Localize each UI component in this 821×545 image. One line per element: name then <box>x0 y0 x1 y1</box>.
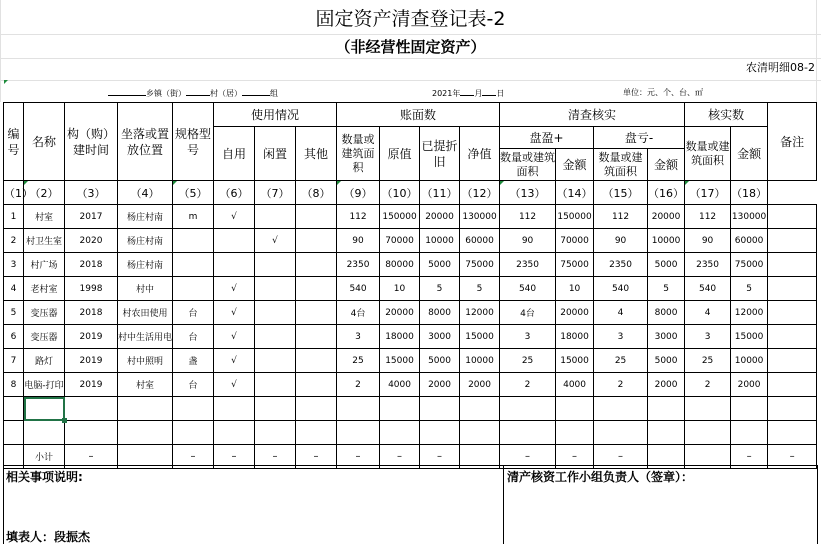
date-year: 2021年 <box>432 89 461 98</box>
surplus-amt-cell[interactable]: 150000 <box>556 205 594 229</box>
subtotal-label: 小计 <box>24 445 65 469</box>
loss-amt-cell[interactable]: 20000 <box>648 205 685 229</box>
book-dep-cell[interactable]: 5000 <box>420 349 460 373</box>
book-dep-cell[interactable]: 10000 <box>420 229 460 253</box>
usage-self-cell[interactable] <box>214 229 255 253</box>
spec-cell[interactable] <box>173 229 214 253</box>
table-row <box>4 229 817 253</box>
build-time-cell[interactable]: 2018 <box>65 253 118 277</box>
book-net-cell[interactable]: 15000 <box>460 325 500 349</box>
row-no-cell[interactable]: 2 <box>4 229 24 253</box>
loss-amt-cell[interactable]: 8000 <box>648 301 685 325</box>
header-usage-idle: 闲置 <box>255 127 296 181</box>
empty-cell[interactable] <box>337 397 380 421</box>
blank-underline <box>482 86 496 96</box>
table-row <box>4 325 817 349</box>
loss-qty-cell[interactable]: 112 <box>594 205 648 229</box>
header-book-net: 净值 <box>460 127 500 181</box>
usage-idle-cell[interactable] <box>255 373 296 397</box>
spec-cell[interactable] <box>173 253 214 277</box>
empty-cell[interactable] <box>460 397 500 421</box>
build-time-cell[interactable]: 2020 <box>65 229 118 253</box>
usage-idle-cell[interactable] <box>255 349 296 373</box>
header-surplus-amt: 金额 <box>556 149 594 181</box>
header-usage-other: 其他 <box>296 127 337 181</box>
usage-idle-cell[interactable] <box>255 277 296 301</box>
book-qty-cell[interactable]: 3 <box>337 325 380 349</box>
book-net-cell[interactable]: 2000 <box>460 373 500 397</box>
subtotal-dash: – <box>173 445 214 469</box>
usage-self-cell[interactable]: √ <box>214 349 255 373</box>
usage-other-cell[interactable] <box>296 325 337 349</box>
surplus-qty-cell[interactable]: 25 <box>500 349 556 373</box>
remark-cell[interactable] <box>768 229 817 253</box>
location-cell[interactable]: 村农田使用 <box>118 301 173 325</box>
loss-amt-cell[interactable]: 5 <box>648 277 685 301</box>
header-book-qty: 数量或建筑面积 <box>337 127 380 181</box>
header-location: 坐落或置放位置 <box>118 103 173 181</box>
asset-name-cell[interactable]: 电脑-打印 <box>24 373 65 397</box>
verified-qty-cell[interactable]: 90 <box>685 229 731 253</box>
surplus-amt-cell[interactable]: 4000 <box>556 373 594 397</box>
empty-cell[interactable] <box>380 397 420 421</box>
verified-qty-cell[interactable]: 112 <box>685 205 731 229</box>
verified-qty-cell[interactable]: 2 <box>685 373 731 397</box>
info-date <box>432 86 504 100</box>
column-number-row <box>4 181 817 205</box>
column-number: （2） <box>24 181 65 205</box>
header-check: 清查核实 <box>500 103 685 127</box>
blank-underline <box>460 86 474 96</box>
book-dep-cell[interactable]: 8000 <box>420 301 460 325</box>
blank-underline <box>186 86 210 96</box>
verified-amt-cell[interactable]: 15000 <box>731 325 768 349</box>
loss-amt-cell[interactable]: 10000 <box>648 229 685 253</box>
subtotal-dash: – <box>420 445 460 469</box>
page-title: 固定资产清查登记表-2 <box>315 8 506 30</box>
header-book-orig: 原值 <box>380 127 420 181</box>
book-net-cell[interactable]: 10000 <box>460 349 500 373</box>
loss-qty-cell[interactable]: 90 <box>594 229 648 253</box>
build-time-cell[interactable]: 1998 <box>65 277 118 301</box>
location-cell[interactable]: 杨庄村南 <box>118 229 173 253</box>
table-row <box>4 301 817 325</box>
row-no-cell[interactable]: 8 <box>4 373 24 397</box>
empty-cell[interactable] <box>685 421 731 445</box>
page-subtitle: （非经营性固定资产） <box>335 38 486 56</box>
asset-table <box>3 102 817 469</box>
loss-amt-cell[interactable]: 5000 <box>648 253 685 277</box>
loss-amt-cell[interactable]: 5000 <box>648 349 685 373</box>
column-number: （14） <box>556 181 594 205</box>
leader-label: 清产核资工作小组负责人（签章）： <box>507 470 694 484</box>
book-dep-cell[interactable]: 20000 <box>420 205 460 229</box>
table-row <box>4 277 817 301</box>
spec-cell[interactable]: 台 <box>173 301 214 325</box>
book-orig-cell[interactable]: 150000 <box>380 205 420 229</box>
header-remark: 备注 <box>768 103 817 181</box>
column-number: （3） <box>65 181 118 205</box>
column-number: （7） <box>255 181 296 205</box>
village-label: 村（居） <box>210 89 242 98</box>
location-cell[interactable]: 村室 <box>118 373 173 397</box>
header-verified-qty: 数量或建筑面积 <box>685 127 731 181</box>
empty-cell[interactable] <box>24 421 65 445</box>
header-verified: 核实数 <box>685 103 768 127</box>
spec-cell[interactable]: 台 <box>173 325 214 349</box>
table-row <box>4 349 817 373</box>
empty-row <box>4 421 817 445</box>
remark-cell[interactable] <box>768 253 817 277</box>
group-label: 组 <box>270 89 278 98</box>
info-town <box>108 86 278 100</box>
book-dep-cell[interactable]: 5000 <box>420 253 460 277</box>
usage-self-cell[interactable] <box>214 253 255 277</box>
spec-cell[interactable]: 盏 <box>173 349 214 373</box>
surplus-amt-cell[interactable]: 75000 <box>556 253 594 277</box>
book-orig-cell[interactable]: 80000 <box>380 253 420 277</box>
usage-other-cell[interactable] <box>296 373 337 397</box>
selected-cell[interactable] <box>24 397 65 421</box>
build-time-cell[interactable]: 2019 <box>65 373 118 397</box>
empty-cell[interactable] <box>65 397 118 421</box>
surplus-qty-cell[interactable]: 2350 <box>500 253 556 277</box>
surplus-qty-cell[interactable]: 4台 <box>500 301 556 325</box>
book-qty-cell[interactable]: 540 <box>337 277 380 301</box>
surplus-qty-cell[interactable]: 2 <box>500 373 556 397</box>
column-number: （5） <box>173 181 214 205</box>
spec-cell[interactable]: 台 <box>173 373 214 397</box>
header-no: 编号 <box>4 103 24 181</box>
empty-cell[interactable] <box>768 397 817 421</box>
surplus-amt-cell[interactable]: 15000 <box>556 349 594 373</box>
row-no-cell[interactable]: 6 <box>4 325 24 349</box>
loss-amt-cell[interactable]: 3000 <box>648 325 685 349</box>
table-row <box>4 205 817 229</box>
remark-cell[interactable] <box>768 301 817 325</box>
surplus-qty-cell[interactable]: 112 <box>500 205 556 229</box>
book-net-cell[interactable]: 60000 <box>460 229 500 253</box>
verified-qty-cell[interactable]: 2350 <box>685 253 731 277</box>
book-orig-cell[interactable]: 18000 <box>380 325 420 349</box>
verified-amt-cell[interactable]: 12000 <box>731 301 768 325</box>
empty-cell[interactable] <box>380 421 420 445</box>
book-net-cell[interactable]: 12000 <box>460 301 500 325</box>
unit-label: 单位：元、个、台、㎡ <box>623 88 703 97</box>
empty-cell[interactable] <box>173 397 214 421</box>
column-number: （1） <box>4 181 24 205</box>
asset-name-cell[interactable]: 老村室 <box>24 277 65 301</box>
asset-name-cell[interactable]: 变压器 <box>24 301 65 325</box>
empty-cell[interactable] <box>296 421 337 445</box>
book-net-cell[interactable]: 5 <box>460 277 500 301</box>
empty-row <box>4 397 817 421</box>
header-spec: 规格型号 <box>173 103 214 181</box>
location-cell[interactable]: 杨庄村南 <box>118 253 173 277</box>
empty-cell[interactable] <box>556 421 594 445</box>
usage-other-cell[interactable] <box>296 253 337 277</box>
column-number: （10） <box>380 181 420 205</box>
book-qty-cell[interactable]: 112 <box>337 205 380 229</box>
usage-self-cell[interactable]: √ <box>214 325 255 349</box>
verified-qty-cell[interactable]: 540 <box>685 277 731 301</box>
verified-amt-cell[interactable]: 10000 <box>731 349 768 373</box>
footer-area <box>3 465 818 544</box>
row-no-cell[interactable]: 3 <box>4 253 24 277</box>
build-time-cell[interactable]: 2019 <box>65 325 118 349</box>
usage-idle-cell[interactable] <box>255 301 296 325</box>
header-build-time: 构（购）建时间 <box>65 103 118 181</box>
row-no-cell[interactable]: 4 <box>4 277 24 301</box>
notes-label: 相关事项说明: <box>6 470 83 484</box>
usage-idle-cell[interactable] <box>255 253 296 277</box>
empty-cell[interactable] <box>118 397 173 421</box>
subtotal-dash: – <box>731 445 768 469</box>
loss-qty-cell[interactable]: 4 <box>594 301 648 325</box>
verified-amt-cell[interactable]: 2000 <box>731 373 768 397</box>
asset-name-cell[interactable]: 村广场 <box>24 253 65 277</box>
empty-cell[interactable] <box>296 397 337 421</box>
usage-other-cell[interactable] <box>296 229 337 253</box>
empty-cell[interactable] <box>214 397 255 421</box>
loss-qty-cell[interactable]: 2 <box>594 373 648 397</box>
table-row <box>4 253 817 277</box>
usage-other-cell[interactable] <box>296 277 337 301</box>
subtotal-dash: – <box>380 445 420 469</box>
verified-amt-cell[interactable]: 130000 <box>731 205 768 229</box>
usage-self-cell[interactable]: √ <box>214 301 255 325</box>
row-no-cell[interactable]: 7 <box>4 349 24 373</box>
usage-idle-cell[interactable] <box>255 325 296 349</box>
subtotal-dash: – <box>594 445 648 469</box>
subtotal-dash: – <box>255 445 296 469</box>
header-loss-amt: 金额 <box>648 149 685 181</box>
book-net-cell[interactable]: 75000 <box>460 253 500 277</box>
empty-cell[interactable] <box>420 421 460 445</box>
header-surplus: 盘盈+ <box>500 127 594 149</box>
header-loss: 盘亏- <box>594 127 685 149</box>
asset-name-cell[interactable]: 村卫生室 <box>24 229 65 253</box>
empty-cell[interactable] <box>255 421 296 445</box>
location-cell[interactable]: 村中照明 <box>118 349 173 373</box>
date-month: 月 <box>474 89 483 98</box>
blank-underline <box>242 86 270 96</box>
build-time-cell[interactable]: 2018 <box>65 301 118 325</box>
empty-cell[interactable] <box>460 421 500 445</box>
cell-marker <box>173 181 177 185</box>
loss-amt-cell[interactable]: 2000 <box>648 373 685 397</box>
subtotal-dash: – <box>556 445 594 469</box>
verified-amt-cell[interactable]: 75000 <box>731 253 768 277</box>
empty-cell[interactable] <box>118 421 173 445</box>
filler-label: 填表人：段振杰 <box>6 530 91 544</box>
remark-cell[interactable] <box>768 325 817 349</box>
spec-cell[interactable] <box>173 277 214 301</box>
subtotal-dash: – <box>65 445 118 469</box>
empty-cell[interactable] <box>337 421 380 445</box>
header-book-dep: 已提折旧 <box>420 127 460 181</box>
asset-name-cell[interactable]: 变压器 <box>24 325 65 349</box>
verified-amt-cell[interactable]: 60000 <box>731 229 768 253</box>
verified-qty-cell[interactable]: 4 <box>685 301 731 325</box>
gridline <box>0 34 821 35</box>
column-number: （8） <box>296 181 337 205</box>
location-cell[interactable]: 村中 <box>118 277 173 301</box>
loss-qty-cell[interactable]: 540 <box>594 277 648 301</box>
remark-cell[interactable] <box>768 373 817 397</box>
row-no-cell[interactable]: 5 <box>4 301 24 325</box>
gridline <box>0 80 821 81</box>
book-orig-cell[interactable]: 70000 <box>380 229 420 253</box>
book-qty-cell[interactable]: 2 <box>337 373 380 397</box>
book-orig-cell[interactable]: 10 <box>380 277 420 301</box>
row-no-cell[interactable]: 1 <box>4 205 24 229</box>
header-name: 名称 <box>24 103 65 181</box>
empty-cell[interactable] <box>594 421 648 445</box>
empty-cell[interactable] <box>648 397 685 421</box>
column-number: （6） <box>214 181 255 205</box>
surplus-amt-cell[interactable]: 70000 <box>556 229 594 253</box>
usage-self-cell[interactable]: √ <box>214 373 255 397</box>
town-label: 乡镇（街） <box>146 89 186 98</box>
column-number: （18） <box>731 181 768 205</box>
header-verified-amt: 金额 <box>731 127 768 181</box>
build-time-cell[interactable]: 2017 <box>65 205 118 229</box>
book-dep-cell[interactable]: 2000 <box>420 373 460 397</box>
subtotal-dash: – <box>296 445 337 469</box>
spacer-cell <box>768 181 817 205</box>
form-code: 农清明细08-2 <box>746 61 815 74</box>
usage-other-cell[interactable] <box>296 301 337 325</box>
empty-cell[interactable] <box>420 397 460 421</box>
cell-marker <box>24 181 28 185</box>
header-usage: 使用情况 <box>214 103 337 127</box>
column-number: （16） <box>648 181 685 205</box>
header-loss-qty: 数量或建筑面积 <box>594 149 648 181</box>
empty-cell[interactable] <box>685 397 731 421</box>
remark-cell[interactable] <box>768 205 817 229</box>
cell-marker <box>500 181 504 185</box>
book-dep-cell[interactable]: 3000 <box>420 325 460 349</box>
remark-cell[interactable] <box>768 277 817 301</box>
usage-other-cell[interactable] <box>296 205 337 229</box>
empty-cell[interactable] <box>65 421 118 445</box>
loss-qty-cell[interactable]: 3 <box>594 325 648 349</box>
book-dep-cell[interactable]: 5 <box>420 277 460 301</box>
usage-idle-cell[interactable]: √ <box>255 229 296 253</box>
empty-cell[interactable] <box>648 421 685 445</box>
cell-marker <box>4 80 8 84</box>
cell-marker <box>337 181 341 185</box>
empty-cell[interactable] <box>4 397 24 421</box>
surplus-qty-cell[interactable]: 540 <box>500 277 556 301</box>
empty-cell[interactable] <box>768 421 817 445</box>
empty-cell[interactable] <box>214 421 255 445</box>
surplus-amt-cell[interactable]: 10 <box>556 277 594 301</box>
book-qty-cell[interactable]: 2350 <box>337 253 380 277</box>
subtotal-dash: – <box>500 445 556 469</box>
column-number: （15） <box>594 181 648 205</box>
empty-cell[interactable] <box>556 397 594 421</box>
column-number: （12） <box>460 181 500 205</box>
verified-amt-cell[interactable]: 5 <box>731 277 768 301</box>
surplus-amt-cell[interactable]: 20000 <box>556 301 594 325</box>
empty-cell[interactable] <box>500 397 556 421</box>
surplus-amt-cell[interactable]: 18000 <box>556 325 594 349</box>
verified-qty-cell[interactable]: 3 <box>685 325 731 349</box>
empty-cell[interactable] <box>500 421 556 445</box>
empty-cell[interactable] <box>594 397 648 421</box>
verified-qty-cell[interactable]: 25 <box>685 349 731 373</box>
date-day: 日 <box>496 89 505 98</box>
book-orig-cell[interactable]: 4000 <box>380 373 420 397</box>
location-cell[interactable]: 村中生活用电 <box>118 325 173 349</box>
book-qty-cell[interactable]: 25 <box>337 349 380 373</box>
blank-underline <box>108 86 146 96</box>
usage-idle-cell[interactable] <box>255 205 296 229</box>
asset-name-cell[interactable]: 村室 <box>24 205 65 229</box>
empty-cell[interactable] <box>4 421 24 445</box>
gridline <box>0 58 821 59</box>
column-number: （11） <box>420 181 460 205</box>
header-surplus-qty: 数量或建筑面积 <box>500 149 556 181</box>
column-number: （17） <box>685 181 731 205</box>
loss-qty-cell[interactable]: 25 <box>594 349 648 373</box>
remark-cell[interactable] <box>768 349 817 373</box>
book-qty-cell[interactable]: 4台 <box>337 301 380 325</box>
surplus-qty-cell[interactable]: 3 <box>500 325 556 349</box>
empty-cell[interactable] <box>731 397 768 421</box>
subtotal-dash: – <box>214 445 255 469</box>
usage-self-cell[interactable]: √ <box>214 205 255 229</box>
book-qty-cell[interactable]: 90 <box>337 229 380 253</box>
book-orig-cell[interactable]: 15000 <box>380 349 420 373</box>
build-time-cell[interactable]: 2019 <box>65 349 118 373</box>
header-usage-self: 自用 <box>214 127 255 181</box>
column-number: （4） <box>118 181 173 205</box>
empty-cell[interactable] <box>173 421 214 445</box>
book-orig-cell[interactable]: 20000 <box>380 301 420 325</box>
surplus-qty-cell[interactable]: 90 <box>500 229 556 253</box>
asset-name-cell[interactable]: 路灯 <box>24 349 65 373</box>
subtotal-dash: – <box>337 445 380 469</box>
usage-other-cell[interactable] <box>296 349 337 373</box>
column-number: （9） <box>337 181 380 205</box>
table-row <box>4 373 817 397</box>
empty-cell[interactable] <box>255 397 296 421</box>
footer-divider <box>503 466 504 544</box>
loss-qty-cell[interactable]: 2350 <box>594 253 648 277</box>
subtotal-dash: – <box>768 445 817 469</box>
book-net-cell[interactable]: 130000 <box>460 205 500 229</box>
header-book: 账面数 <box>337 103 500 127</box>
spec-cell[interactable]: m <box>173 205 214 229</box>
cell-marker <box>685 181 689 185</box>
column-number: （13） <box>500 181 556 205</box>
empty-cell[interactable] <box>731 421 768 445</box>
location-cell[interactable]: 杨庄村南 <box>118 205 173 229</box>
usage-self-cell[interactable]: √ <box>214 277 255 301</box>
